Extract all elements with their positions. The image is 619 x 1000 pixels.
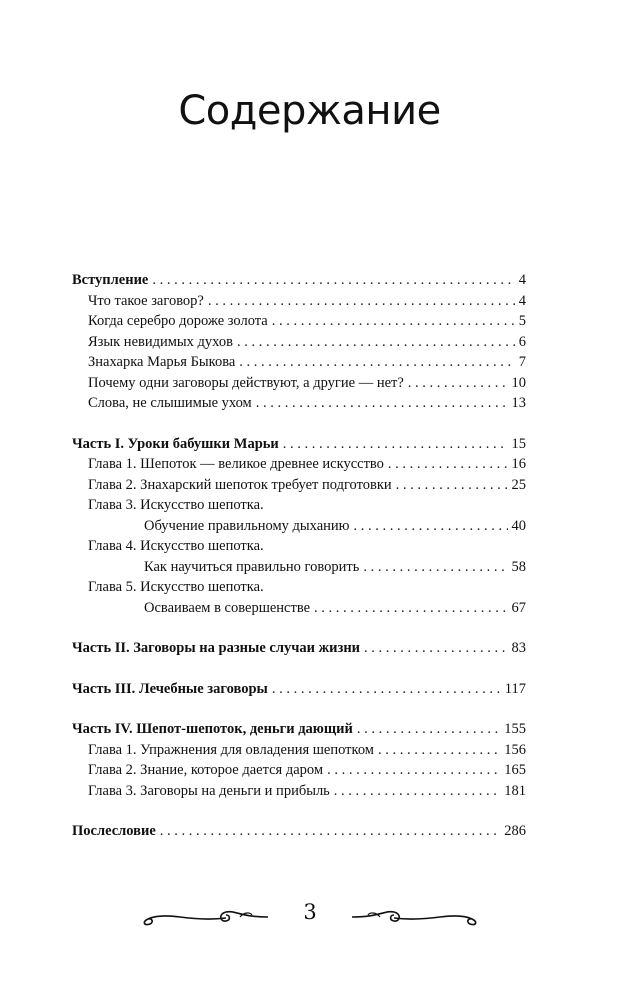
dot-leader [354, 516, 508, 536]
toc-entry[interactable] [72, 311, 526, 332]
toc-entry[interactable] [72, 577, 526, 598]
dot-leader [408, 373, 508, 393]
toc-entry[interactable] [72, 760, 526, 781]
dot-leader [396, 475, 508, 495]
toc-entry-title: Глава 4. Искусство шепотка. [88, 538, 264, 554]
dot-leader [327, 760, 500, 780]
dot-leader [272, 311, 515, 331]
dot-leader [208, 291, 515, 311]
dot-leader [364, 638, 507, 658]
toc-entry[interactable] [72, 516, 526, 537]
toc-entry-page-number: 16 [511, 456, 526, 472]
dot-leader [256, 393, 508, 413]
dot-leader [237, 332, 515, 352]
toc-entry-title: Что такое заговор? [88, 292, 204, 309]
toc-entry-page-number: 181 [504, 782, 526, 799]
dot-leader [388, 454, 508, 474]
toc-entry-page-number: 286 [504, 823, 526, 839]
dot-leader [152, 270, 514, 290]
toc-entry-page-number: 40 [511, 517, 526, 534]
dot-leader [334, 781, 500, 801]
toc-entry[interactable] [72, 557, 526, 578]
toc-entry-page-number: 7 [518, 354, 526, 370]
toc-entry[interactable] [72, 454, 526, 475]
toc-entry-title: Часть I. Уроки бабушки Марьи [72, 435, 279, 452]
dot-leader [239, 352, 514, 372]
toc-entry-page-number: 10 [511, 374, 526, 391]
toc-entry-page-number: 4 [518, 272, 526, 288]
toc-entry-page-number: 15 [511, 435, 526, 452]
toc-entry-page-number: 155 [504, 721, 526, 737]
toc-entry-title: Глава 1. Упражнения для овладения шепотком [88, 741, 374, 758]
toc-entry-page-number: 6 [518, 333, 526, 350]
toc-entry[interactable] [72, 291, 526, 312]
toc-entry-page-number: 5 [518, 313, 526, 329]
toc-entry[interactable] [72, 679, 526, 700]
dot-leader [160, 821, 500, 841]
toc-entry-page-number: 165 [504, 762, 526, 778]
toc-entry-title: Глава 2. Знахарский шепоток требует подготовки [88, 476, 392, 493]
toc-entry[interactable] [72, 270, 526, 291]
dot-leader [272, 679, 501, 699]
toc-entry-title: Когда серебро дороже золота [88, 313, 268, 329]
toc-entry-title: Осваиваем в совершенстве [144, 599, 311, 616]
toc-entry[interactable] [72, 475, 526, 496]
section-spacer [72, 801, 526, 821]
section-spacer [72, 699, 526, 719]
toc-entry-page-number: 25 [511, 476, 526, 493]
toc-entry-title: Слова, не слышимые ухом [88, 395, 252, 411]
toc-entry[interactable] [72, 781, 526, 802]
toc-entry-title: Послесловие [72, 823, 156, 839]
section-spacer [72, 659, 526, 679]
toc-entry[interactable] [72, 598, 526, 619]
toc-entry-title: Глава 2. Знание, которое дается даром [88, 762, 324, 778]
toc-entry-page-number: 67 [511, 599, 526, 616]
toc-entry-title: Часть IV. Шепот-шепоток, деньги дающий [72, 721, 353, 737]
toc-entry-title: Часть II. Заговоры на разные случаи жизни [72, 640, 361, 656]
toc-entry-page-number: 117 [504, 680, 526, 697]
toc-entry[interactable] [72, 638, 526, 659]
section-spacer [72, 618, 526, 638]
toc-entry-page-number: 4 [518, 292, 526, 309]
toc-entry-page-number: 13 [511, 395, 526, 411]
toc-entry[interactable] [72, 434, 526, 455]
toc-entry[interactable] [72, 495, 526, 516]
toc-entry[interactable] [72, 373, 526, 394]
toc-entry-page-number: 83 [511, 640, 526, 656]
toc-entry[interactable] [72, 536, 526, 557]
section-spacer [72, 414, 526, 434]
toc-entry-title: Как научиться правильно говорить [144, 558, 360, 575]
toc-entry-title: Глава 5. Искусство шепотка. [88, 579, 264, 595]
toc-entry[interactable] [72, 719, 526, 740]
toc-entry[interactable] [72, 332, 526, 353]
toc-entry-title: Почему одни заговоры действуют, а другие — нет? [88, 374, 404, 391]
toc-entry-title: Глава 1. Шепоток — великое древнее искусство [88, 456, 384, 472]
toc-entry-title: Глава 3. Искусство шепотка. [88, 497, 264, 513]
dot-leader [357, 719, 500, 739]
toc-entry[interactable] [72, 740, 526, 761]
toc-entry-title: Часть III. Лечебные заговоры [72, 680, 268, 697]
toc-entry-page-number: 156 [504, 741, 526, 758]
right-flourish-ornament [350, 906, 480, 928]
toc-entry-title: Обучение правильному дыханию [144, 517, 350, 534]
toc-entry-title: Язык невидимых духов [88, 333, 233, 350]
page-title: Содержание [178, 88, 441, 134]
dot-leader [283, 434, 508, 454]
dot-leader [378, 740, 500, 760]
toc-entry-title: Вступление [72, 272, 149, 288]
toc-entry-page-number: 58 [511, 558, 526, 575]
toc-entry[interactable] [72, 821, 526, 842]
dot-leader [314, 598, 507, 618]
toc-entry[interactable] [72, 352, 526, 373]
dot-leader [363, 557, 507, 577]
toc-entry[interactable] [72, 393, 526, 414]
toc-entry-title: Знахарка Марья Быкова [88, 354, 236, 370]
page-footer [140, 898, 480, 934]
page-number: 3 [303, 900, 317, 924]
toc-entry-title: Глава 3. Заговоры на деньги и прибыль [88, 782, 330, 799]
table-of-contents [72, 270, 526, 842]
